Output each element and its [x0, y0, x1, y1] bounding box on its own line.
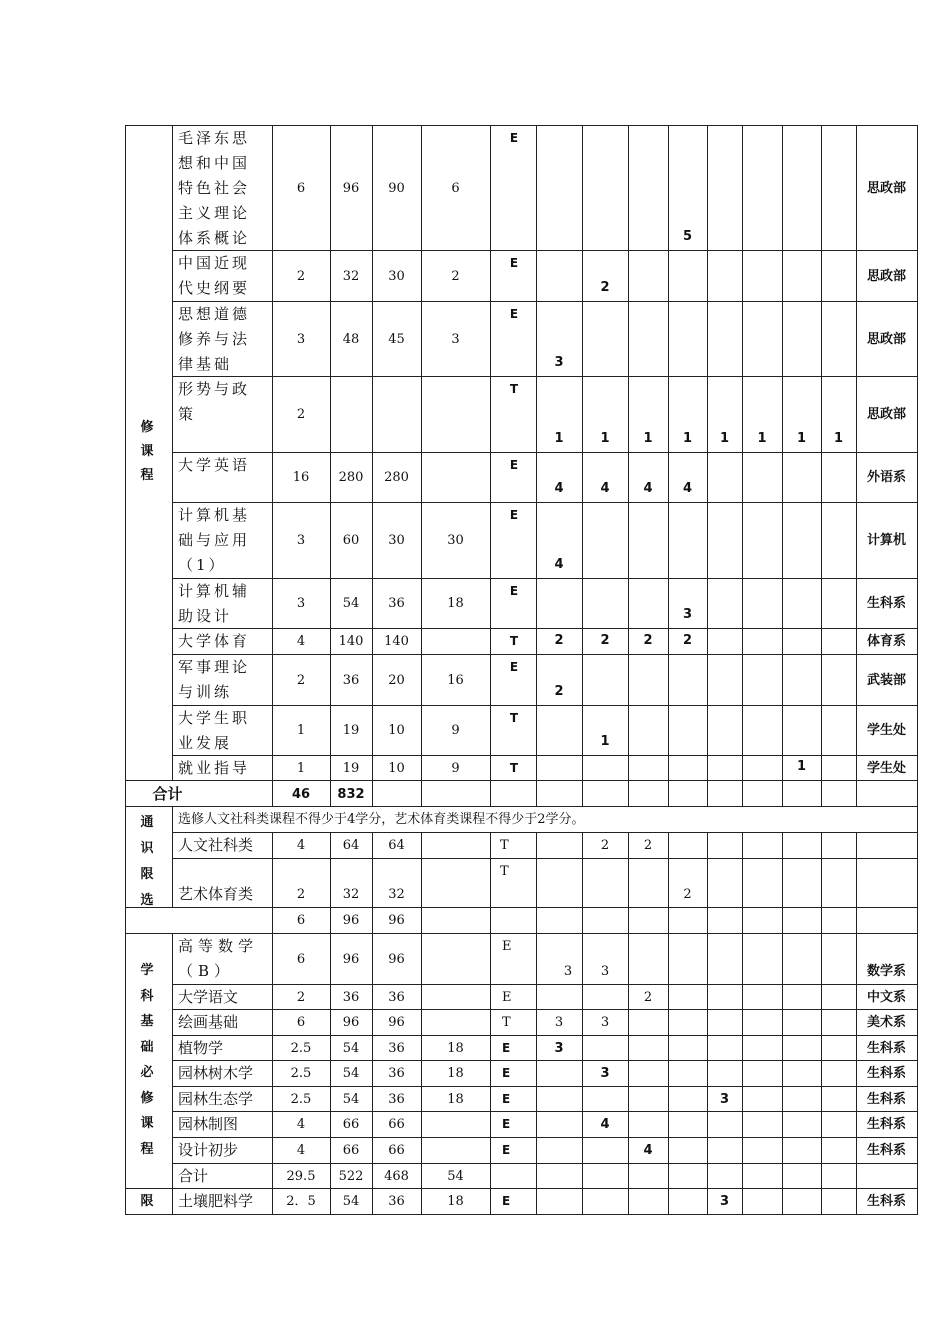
course-name: 大学体育 [178, 632, 251, 650]
required-total-label: 合计 [152, 785, 183, 803]
term-hours-cell: 3 [600, 964, 610, 979]
department-cell: 生科系 [866, 1040, 906, 1056]
exam-type-cell: E [502, 939, 512, 954]
term-hours-cell: 2 [643, 989, 653, 1005]
term-hours-cell: 3 [554, 355, 564, 370]
course-name: 高等数学（B） [178, 937, 259, 980]
lecture-cell: 36 [388, 1194, 405, 1209]
term-hours-cell: 3 [600, 1015, 610, 1030]
credit-cell: 6 [296, 1015, 306, 1030]
term-hours-cell: 2 [643, 838, 653, 853]
department-cell: 生科系 [866, 1194, 906, 1209]
hours-cell: 96 [342, 1015, 360, 1030]
course-name: 大学英语 [178, 456, 251, 474]
row-divider [172, 578, 918, 579]
column-divider [707, 907, 708, 933]
group-label-limited: 限 [140, 1194, 154, 1209]
credit-cell: 4 [296, 838, 306, 853]
column-divider [536, 933, 537, 1188]
credit-cell: 1 [296, 760, 306, 776]
row-divider [172, 452, 918, 453]
column-divider [172, 1188, 173, 1214]
exam-type-cell: E [502, 1194, 511, 1208]
lecture-cell: 10 [388, 760, 405, 776]
column-divider [582, 780, 583, 806]
credit-cell: 2 [296, 268, 306, 284]
lecture-cell: 30 [388, 533, 405, 548]
exam-type-cell: E [509, 584, 519, 598]
credit-cell: 2.5 [290, 1040, 312, 1056]
column-divider [628, 907, 629, 933]
department-cell: 武装部 [866, 672, 906, 688]
practice-cell: 3 [451, 331, 460, 347]
term-hours-cell: 3 [600, 1066, 610, 1081]
hours-cell: 60 [342, 533, 360, 548]
credit-cell: 16 [292, 470, 310, 485]
term-hours-cell: 3 [563, 964, 573, 979]
exam-type-cell: E [509, 307, 519, 321]
course-name: 大学语文 [178, 988, 239, 1006]
column-divider [172, 806, 173, 832]
column-divider [856, 832, 857, 907]
row-divider [172, 705, 918, 706]
term-hours-cell: 1 [600, 734, 610, 749]
lecture-cell: 90 [388, 180, 405, 196]
column-divider [742, 907, 743, 933]
term-hours-cell: 1 [833, 431, 844, 446]
group-label-general-elective: 通识限选 [140, 815, 154, 908]
hours-cell: 64 [342, 838, 360, 853]
hours-cell: 32 [342, 268, 360, 284]
term-hours-cell: 5 [682, 229, 693, 244]
practice-cell: 16 [447, 672, 464, 688]
term-hours-cell: 2 [643, 633, 653, 648]
column-divider [172, 125, 173, 780]
exam-type-cell: E [502, 989, 512, 1005]
term-hours-cell: 2 [600, 280, 610, 295]
hours-cell: 19 [342, 760, 360, 776]
term-hours-cell: 1 [643, 431, 653, 446]
exam-type-cell: T [509, 382, 519, 396]
column-divider [821, 832, 822, 907]
column-divider [821, 125, 822, 780]
term-hours-cell: 3 [554, 1040, 564, 1056]
column-divider [821, 780, 822, 806]
column-divider [421, 780, 422, 806]
exam-type-cell: E [509, 508, 519, 522]
department-cell: 数学系 [866, 964, 906, 979]
department-cell: 生科系 [866, 596, 906, 611]
practice-cell: 6 [451, 180, 460, 196]
column-divider [821, 907, 822, 933]
lecture-cell: 36 [388, 1091, 405, 1107]
group-label-subject-basic: 学科基础必修课程 [140, 963, 154, 1157]
department-cell: 思政部 [866, 407, 906, 422]
row-divider [172, 376, 918, 377]
department-cell: 外语系 [866, 470, 906, 485]
exam-type-cell: E [502, 1117, 511, 1131]
practice-cell: 18 [447, 1194, 464, 1209]
department-cell: 学生处 [866, 760, 906, 776]
exam-type-cell: T [509, 634, 519, 648]
lecture-cell: 32 [388, 887, 405, 902]
lecture-cell: 280 [384, 470, 409, 485]
column-divider [372, 780, 373, 806]
column-divider [582, 1188, 583, 1214]
column-divider [821, 933, 822, 1188]
exam-type-cell: E [509, 256, 519, 270]
credit-cell: 2.5 [290, 1066, 312, 1081]
column-divider [707, 125, 708, 780]
lecture-cell: 30 [388, 268, 405, 284]
column-divider [172, 832, 173, 907]
course-name: 设计初步 [178, 1141, 239, 1159]
column-divider [742, 832, 743, 907]
hours-cell: 32 [342, 887, 360, 902]
hours-cell: 36 [342, 672, 360, 688]
row-divider [172, 250, 918, 251]
lecture-cell: 36 [388, 596, 405, 611]
practice-cell: 18 [447, 596, 464, 611]
practice-cell: 2 [451, 268, 460, 284]
term-hours-cell: 4 [682, 481, 693, 496]
column-divider [742, 1188, 743, 1214]
hours-cell: 280 [338, 470, 364, 485]
credit-cell: 2 [296, 672, 306, 688]
department-cell: 体育系 [866, 634, 906, 649]
term-hours-cell: 1 [757, 431, 767, 446]
term-hours-cell: 4 [600, 481, 610, 496]
lecture-cell: 140 [384, 634, 409, 649]
row-divider [172, 301, 918, 302]
department-cell: 思政部 [866, 331, 906, 347]
hours-cell: 19 [342, 723, 360, 738]
credit-cell: 3 [296, 596, 306, 611]
column-divider [821, 1188, 822, 1214]
general-total-lecture: 96 [388, 913, 405, 928]
lecture-cell: 64 [388, 838, 405, 853]
department-cell: 生科系 [866, 1117, 906, 1132]
course-name: 军事理论与训练 [178, 658, 251, 701]
basic-total-label: 合计 [178, 1167, 209, 1185]
column-divider [421, 832, 422, 907]
exam-type-cell: T [509, 761, 519, 775]
required-total-hours: 832 [337, 787, 365, 802]
department-cell: 学生处 [866, 723, 906, 738]
hours-cell: 54 [342, 1194, 360, 1209]
column-divider [628, 780, 629, 806]
course-name: 园林生态学 [178, 1090, 254, 1108]
column-divider [668, 780, 669, 806]
department-cell: 生科系 [866, 1091, 906, 1107]
column-divider [742, 780, 743, 806]
hours-cell: 66 [342, 1143, 360, 1158]
term-hours-cell: 1 [719, 431, 730, 446]
practice-cell: 30 [447, 533, 464, 548]
term-hours-cell: 3 [682, 607, 693, 622]
department-cell: 思政部 [866, 180, 906, 196]
column-divider [490, 907, 491, 933]
column-divider [628, 125, 629, 780]
department-cell: 计算机 [866, 533, 906, 548]
credit-cell: 2 [296, 887, 306, 902]
term-hours-cell: 4 [643, 1143, 653, 1158]
credit-cell: 4 [296, 1143, 306, 1158]
general-elective-note: 选修人文社科类课程不得少于4学分，艺术体育类课程不得少于2学分。 [178, 812, 585, 827]
course-name: 园林制图 [178, 1115, 239, 1133]
column-divider [782, 780, 783, 806]
credit-cell: 6 [296, 180, 306, 196]
column-divider [536, 1188, 537, 1214]
practice-cell: 18 [447, 1091, 464, 1107]
exam-type-cell: E [502, 1040, 511, 1055]
exam-type-cell: T [500, 864, 509, 879]
row-divider [125, 1214, 918, 1215]
column-divider [707, 933, 708, 1188]
column-divider [782, 907, 783, 933]
lecture-cell: 96 [388, 951, 405, 967]
hours-cell: 54 [342, 1091, 360, 1107]
column-divider [782, 125, 783, 780]
column-divider [707, 780, 708, 806]
hours-cell: 96 [342, 180, 360, 196]
column-divider [707, 832, 708, 907]
department-cell: 美术系 [866, 1015, 906, 1030]
department-cell: 思政部 [866, 268, 906, 284]
lecture-cell: 45 [388, 331, 405, 347]
term-hours-cell: 2 [682, 633, 693, 648]
term-hours-cell: 3 [554, 1015, 564, 1030]
column-divider [668, 1188, 669, 1214]
lecture-cell: 96 [388, 1015, 405, 1030]
course-name: 植物学 [178, 1039, 224, 1057]
row-divider [172, 502, 918, 503]
course-name: 绘画基础 [178, 1013, 239, 1031]
column-divider [782, 933, 783, 1188]
course-name: 园林树木学 [178, 1064, 254, 1082]
credit-cell: 4 [296, 634, 306, 649]
lecture-cell: 10 [388, 723, 405, 738]
lecture-cell: 36 [388, 989, 405, 1005]
basic-total-credit: 29.5 [286, 1169, 316, 1184]
column-divider [490, 1188, 491, 1214]
credit-cell: 2 [296, 989, 306, 1005]
lecture-cell: 66 [388, 1117, 405, 1132]
course-name: 土壤肥料学 [178, 1192, 254, 1210]
hours-cell: 48 [342, 331, 360, 347]
practice-cell: 9 [451, 723, 460, 738]
row-divider [125, 907, 918, 908]
column-divider [628, 1188, 629, 1214]
general-total-hours: 96 [342, 913, 360, 928]
lecture-cell: 36 [388, 1040, 405, 1056]
term-hours-cell: 4 [554, 557, 564, 572]
exam-type-cell: E [502, 1066, 511, 1080]
column-divider [490, 125, 491, 780]
hours-cell: 140 [338, 634, 364, 649]
credit-cell: 3 [296, 331, 306, 347]
column-divider [582, 125, 583, 780]
credit-cell: 6 [296, 951, 306, 967]
basic-total-lecture: 468 [384, 1169, 409, 1184]
exam-type-cell: E [509, 660, 519, 674]
basic-total-practice: 54 [447, 1169, 464, 1184]
lecture-cell: 36 [388, 1066, 405, 1081]
group-label-required: 修课程 [140, 420, 154, 483]
column-divider [782, 832, 783, 907]
practice-cell: 9 [451, 760, 460, 776]
department-cell: 生科系 [866, 1143, 906, 1158]
exam-type-cell: T [500, 838, 509, 853]
hours-cell: 54 [342, 596, 360, 611]
column-divider [782, 1188, 783, 1214]
table-left-border [125, 125, 126, 1215]
hours-cell: 36 [342, 989, 360, 1005]
credit-cell: 2 [296, 407, 306, 422]
exam-type-cell: E [509, 458, 519, 472]
hours-cell: 54 [342, 1066, 360, 1081]
column-divider [536, 907, 537, 933]
basic-total-hours: 522 [338, 1169, 364, 1184]
exam-type-cell: T [509, 711, 519, 725]
column-divider [668, 907, 669, 933]
term-hours-cell: 4 [600, 1117, 610, 1132]
term-hours-cell: 2 [554, 633, 564, 648]
course-name: 艺术体育类 [178, 885, 254, 903]
course-name: 就业指导 [178, 759, 251, 777]
exam-type-cell: T [502, 1015, 511, 1030]
column-divider [582, 907, 583, 933]
row-divider [172, 858, 918, 859]
term-hours-cell: 2 [683, 887, 692, 902]
exam-type-cell: E [502, 1143, 511, 1157]
required-total-credit: 46 [291, 787, 311, 802]
credit-cell: 2.5 [290, 1091, 312, 1107]
column-divider [668, 933, 669, 1188]
column-divider [490, 780, 491, 806]
exam-type-cell: E [509, 131, 519, 145]
course-name: 思想道德修养与法律基础 [178, 305, 251, 373]
course-name: 毛泽东思想和中国特色社会主义理论体系概论 [178, 129, 251, 247]
column-divider [536, 832, 537, 907]
term-hours-cell: 1 [682, 431, 693, 446]
hours-cell: 54 [342, 1040, 360, 1056]
term-hours-cell: 1 [796, 759, 807, 774]
department-cell: 中文系 [866, 989, 906, 1005]
column-divider [490, 832, 491, 907]
course-name: 中国近现代史纲要 [178, 254, 251, 297]
term-hours-cell: 2 [554, 684, 564, 699]
term-hours-cell: 3 [719, 1091, 730, 1107]
column-divider [421, 907, 422, 933]
column-divider [742, 933, 743, 1188]
department-cell: 生科系 [866, 1066, 906, 1081]
course-name: 大学生职业发展 [178, 709, 251, 752]
hours-cell: 66 [342, 1117, 360, 1132]
column-divider [172, 933, 173, 1188]
column-divider [742, 125, 743, 780]
course-name: 人文社科类 [178, 836, 254, 854]
column-divider [490, 933, 491, 1188]
term-hours-cell: 4 [643, 481, 653, 496]
general-total-credit: 6 [296, 913, 306, 928]
credit-cell: 2．5 [286, 1194, 316, 1209]
term-hours-cell: 3 [719, 1194, 730, 1209]
term-hours-cell: 2 [600, 633, 610, 648]
exam-type-cell: E [502, 1091, 511, 1106]
course-name: 计算机基础与应用（1） [178, 506, 251, 574]
row-divider [172, 654, 918, 655]
column-divider [536, 780, 537, 806]
term-hours-cell: 1 [600, 431, 610, 446]
term-hours-cell: 2 [600, 838, 610, 853]
credit-cell: 1 [296, 723, 306, 738]
course-name: 形势与政策 [178, 380, 251, 423]
credit-cell: 4 [296, 1117, 306, 1132]
term-hours-cell: 1 [554, 431, 564, 446]
credit-cell: 3 [296, 533, 306, 548]
practice-cell: 18 [447, 1040, 464, 1056]
term-hours-cell: 1 [796, 431, 807, 446]
practice-cell: 18 [447, 1066, 464, 1081]
lecture-cell: 20 [388, 672, 405, 688]
table-right-border [917, 125, 918, 1215]
hours-cell: 96 [342, 951, 360, 967]
column-divider [856, 780, 857, 806]
course-name: 计算机辅助设计 [178, 582, 251, 625]
column-divider [856, 907, 857, 933]
lecture-cell: 66 [388, 1143, 405, 1158]
term-hours-cell: 4 [554, 481, 564, 496]
